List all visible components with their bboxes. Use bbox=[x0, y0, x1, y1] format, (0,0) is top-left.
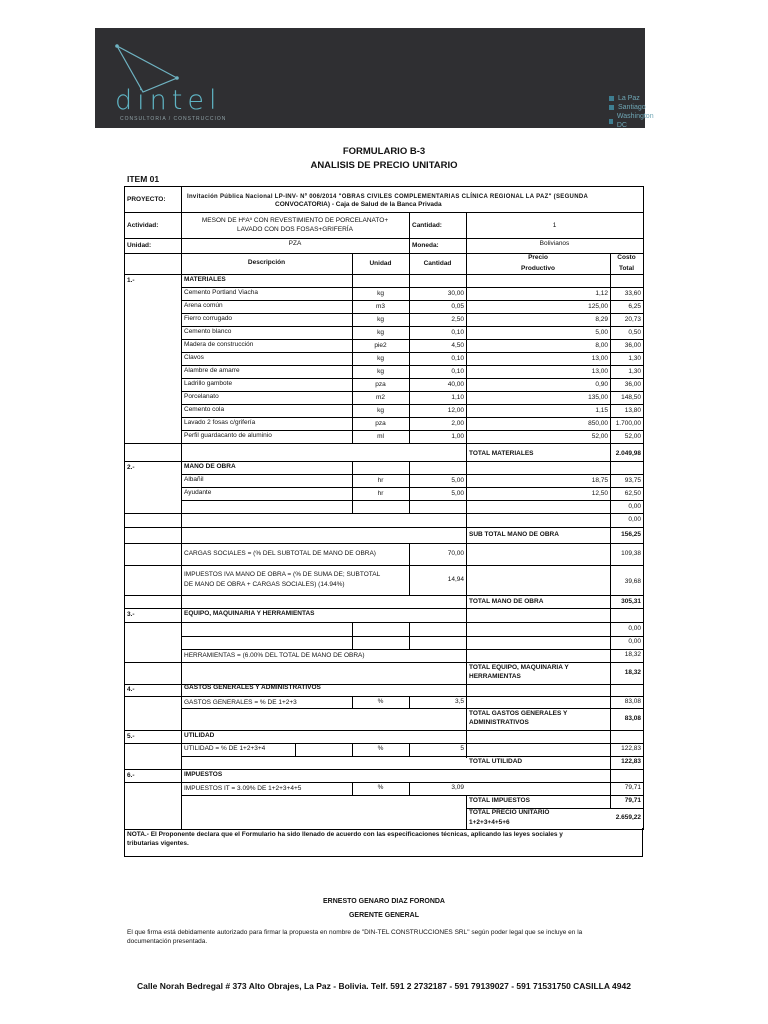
row-cantidad: 2,00 bbox=[451, 420, 464, 427]
equipo-row-2-total: 0,00 bbox=[628, 638, 641, 645]
row-unidad: m2 bbox=[375, 394, 386, 401]
proyecto-value-line1: Invitación Pública Nacional LP-INV- Nº 006/2014 "OBRAS CIVILES COMPLEMENTARIAS CLÍNICA REGIONAL LA PAZ" (SEGUNDA bbox=[187, 194, 589, 200]
herramientas-label: HERRAMIENTAS = (6.00% DEL TOTAL DE MANO DE OBRA) bbox=[184, 652, 365, 659]
row-unidad: hr bbox=[377, 490, 384, 497]
subtotal-mano-obra-value: 156,25 bbox=[621, 531, 641, 538]
row-costo: 148,50 bbox=[621, 394, 641, 401]
row-unidad: kg bbox=[377, 407, 384, 414]
row-precio: 13,00 bbox=[591, 355, 608, 362]
row-cantidad: 40,00 bbox=[447, 381, 464, 388]
row-costo: 52,00 bbox=[624, 433, 641, 440]
office-cities bbox=[609, 94, 655, 130]
equipo-row-1-total: 0,00 bbox=[628, 625, 641, 632]
total-equipo-label-line2: HERRAMIENTAS bbox=[469, 673, 521, 680]
impuestos-iva-pct: 14,94 bbox=[447, 576, 464, 583]
city-item: Santiago bbox=[609, 103, 655, 112]
moneda-value: Bolivianos bbox=[539, 240, 570, 247]
row-costo: 93,75 bbox=[624, 477, 641, 484]
total-equipo-value: 18,32 bbox=[624, 669, 641, 676]
row-costo: 0,00 bbox=[628, 516, 641, 523]
section-title-utilidad: UTILIDAD bbox=[184, 732, 215, 739]
row-precio: 8,29 bbox=[595, 316, 608, 323]
form-title: FORMULARIO B-3 bbox=[342, 146, 426, 157]
section-number: 2.- bbox=[127, 464, 135, 471]
total-gastos-label-line1: TOTAL GASTOS GENERALES Y bbox=[469, 710, 568, 717]
utilidad-pct: 5 bbox=[460, 745, 464, 752]
utilidad-label: UTILIDAD = % DE 1+2+3+4 bbox=[184, 745, 266, 752]
row-cantidad: 1,00 bbox=[451, 433, 464, 440]
square-bullet-icon bbox=[609, 119, 613, 124]
row-costo: 1,30 bbox=[628, 368, 641, 375]
total-gastos-label-line2: ADMINISTRATIVOS bbox=[469, 719, 529, 726]
row-costo: 1,30 bbox=[628, 355, 641, 362]
impuestos-it-pct: 3,09 bbox=[451, 784, 464, 791]
section-title-equipo: EQUIPO, MAQUINARIA Y HERRAMIENTAS bbox=[184, 610, 315, 617]
footer-address: Calle Norah Bedregal # 373 Alto Obrajes, La Paz - Bolivia. Telf. 591 2 2732187 - 591 79139027 - 591 71531750 CASILLA 4942 bbox=[137, 981, 631, 991]
row-costo: 1.700,00 bbox=[615, 420, 641, 427]
row-descripcion: Alambre de amarre bbox=[184, 367, 240, 374]
moneda-label: Moneda: bbox=[412, 242, 439, 249]
row-descripcion: Porcelanato bbox=[184, 393, 219, 400]
total-mano-obra-label: TOTAL MANO DE OBRA bbox=[469, 598, 544, 605]
city-item: Washington DC bbox=[609, 112, 655, 130]
row-unidad: kg bbox=[377, 329, 384, 336]
section-title-mano-obra: MANO DE OBRA bbox=[184, 463, 236, 470]
row-descripcion: Fierro corrugado bbox=[184, 315, 233, 322]
unidad-value: PZA bbox=[288, 240, 302, 247]
row-cantidad: 0,10 bbox=[451, 329, 464, 336]
row-precio: 125,00 bbox=[588, 303, 608, 310]
subtotal-mano-obra-label: SUB TOTAL MANO DE OBRA bbox=[469, 531, 559, 538]
row-unidad: pie2 bbox=[374, 342, 387, 349]
cantidad-value: 1 bbox=[552, 222, 557, 229]
row-unidad: kg bbox=[377, 316, 384, 323]
herramientas-value: 18,32 bbox=[624, 651, 641, 658]
actividad-value-line1: MESON DE HºAº CON REVESTIMIENTO DE PORCELANATO+ bbox=[201, 217, 389, 224]
brand-tagline: CONSULTORIA / CONSTRUCCION bbox=[120, 116, 227, 122]
row-costo: 20,73 bbox=[624, 316, 641, 323]
gastos-generales-pct: 3,5 bbox=[454, 698, 464, 705]
impuestos-it-value: 79,71 bbox=[624, 784, 641, 791]
row-descripcion: Perfil guardacanto de aluminio bbox=[184, 432, 272, 439]
row-descripcion: Cemento Portland Viacha bbox=[184, 289, 258, 296]
row-precio: 8,00 bbox=[595, 342, 608, 349]
proyecto-label: PROYECTO: bbox=[127, 196, 166, 203]
row-costo: 36,00 bbox=[624, 381, 641, 388]
total-impuestos-label: TOTAL IMPUESTOS bbox=[469, 797, 530, 804]
row-costo: 33,60 bbox=[624, 290, 641, 297]
gastos-generales-unit: % bbox=[377, 698, 384, 705]
total-utilidad-value: 122,83 bbox=[621, 758, 641, 765]
row-precio: 5,00 bbox=[595, 329, 608, 336]
row-descripcion: Cemento blanco bbox=[184, 328, 232, 335]
row-cantidad: 4,50 bbox=[451, 342, 464, 349]
unidad-label: Unidad: bbox=[127, 242, 152, 249]
row-unidad: pza bbox=[375, 420, 386, 427]
row-descripcion: Lavado 2 fosas c/grifería bbox=[184, 419, 256, 426]
total-utilidad-label: TOTAL UTILIDAD bbox=[469, 758, 523, 765]
actividad-value-line2: LAVADO CON DOS FOSAS+GRIFERÍA bbox=[237, 226, 353, 233]
grand-total-value: 2.659,22 bbox=[615, 814, 641, 821]
section-number: 5.- bbox=[127, 733, 135, 740]
nota-line1: NOTA.- El Proponente declara que el Formulario ha sido llenado de acuerdo con las especificaciones técnicas, aplicando las leyes sociales y bbox=[127, 831, 563, 838]
row-unidad: kg bbox=[377, 355, 384, 362]
row-descripcion: Ladrillo gambote bbox=[184, 380, 233, 387]
signer-name: ERNESTO GENARO DIAZ FORONDA bbox=[323, 898, 445, 905]
row-descripcion: Ayudante bbox=[184, 489, 212, 496]
nota-line2: tributarias vigentes. bbox=[127, 840, 189, 847]
utilidad-unit: % bbox=[377, 745, 384, 752]
gastos-generales-label: GASTOS GENERALES = % DE 1+2+3 bbox=[184, 699, 297, 706]
section-number: 4.- bbox=[127, 686, 135, 693]
section-title-gastos: GASTOS GENERALES Y ADMINISTRATIVOS bbox=[184, 684, 321, 691]
section-title-materiales: MATERIALES bbox=[184, 276, 226, 283]
row-cantidad: 2,50 bbox=[451, 316, 464, 323]
impuestos-iva-label-line1: IMPUESTOS IVA MANO DE OBRA = (% DE SUMA DE; SUBTOTAL bbox=[184, 571, 381, 578]
utilidad-value: 122,83 bbox=[621, 745, 641, 752]
row-unidad: ml bbox=[377, 433, 384, 440]
impuestos-it-label: IMPUESTOS IT = 3.09% DE 1+2+3+4+5 bbox=[184, 785, 302, 792]
row-costo: 62,50 bbox=[624, 490, 641, 497]
row-unidad: kg bbox=[377, 368, 384, 375]
col-header-precio-2: Productivo bbox=[521, 265, 555, 272]
row-precio: 135,00 bbox=[588, 394, 608, 401]
row-precio: 52,00 bbox=[591, 433, 608, 440]
row-unidad: pza bbox=[375, 381, 386, 388]
row-cantidad: 0,10 bbox=[451, 368, 464, 375]
grand-total-label-line1: TOTAL PRECIO UNITARIO bbox=[469, 809, 550, 816]
price-analysis-table bbox=[124, 186, 644, 830]
total-materiales-value: 2.049,98 bbox=[615, 450, 641, 457]
total-equipo-label-line1: TOTAL EQUIPO, MAQUINARIA Y bbox=[469, 664, 569, 671]
total-materiales-label: TOTAL MATERIALES bbox=[469, 450, 534, 457]
row-descripcion: Cemento cola bbox=[184, 406, 225, 413]
col-header-costo-2: Total bbox=[618, 265, 635, 272]
letterhead-banner bbox=[95, 28, 654, 129]
row-precio: 12,50 bbox=[591, 490, 608, 497]
row-costo: 6,25 bbox=[628, 303, 641, 310]
cargas-sociales-value: 109,38 bbox=[621, 550, 641, 557]
gastos-generales-value: 83,08 bbox=[624, 698, 641, 705]
col-header-precio-1: Precio bbox=[528, 254, 548, 261]
form-subtitle: ANALISIS DE PRECIO UNITARIO bbox=[310, 160, 458, 171]
row-unidad: m3 bbox=[375, 303, 386, 310]
row-descripcion: Arena común bbox=[184, 302, 223, 309]
row-descripcion: Clavos bbox=[184, 354, 204, 361]
item-number: ITEM 01 bbox=[127, 174, 160, 184]
row-precio: 0,90 bbox=[595, 381, 608, 388]
city-item: La Paz bbox=[609, 94, 655, 103]
row-costo: 0,50 bbox=[628, 329, 641, 336]
row-descripcion: Madera de construcción bbox=[184, 341, 254, 348]
row-precio: 13,00 bbox=[591, 368, 608, 375]
cargas-sociales-label: CARGAS SOCIALES = (% DEL SUBTOTAL DE MANO DE OBRA) bbox=[184, 550, 376, 557]
row-precio: 1,15 bbox=[595, 407, 608, 414]
row-cantidad: 0,10 bbox=[451, 355, 464, 362]
row-precio: 1,12 bbox=[595, 290, 608, 297]
col-header-descripcion: Descripción bbox=[247, 259, 286, 266]
row-precio: 850,00 bbox=[588, 420, 608, 427]
section-number: 1.- bbox=[127, 277, 135, 284]
row-costo: 13,80 bbox=[624, 407, 641, 414]
col-header-unidad: Unidad bbox=[369, 260, 392, 267]
section-number: 3.- bbox=[127, 611, 135, 618]
total-gastos-value: 83,08 bbox=[624, 715, 641, 722]
row-costo: 36,00 bbox=[624, 342, 641, 349]
section-number: 6.- bbox=[127, 772, 135, 779]
grand-total-label-line2: 1+2+3+4+5+6 bbox=[469, 819, 510, 826]
row-descripcion: Albañil bbox=[184, 476, 204, 483]
authorization-text: El que firma está debidamente autorizado para firmar la propuesta en nombre de "DIN-TEL CONSTRUCCIONES SRL" según poder legal que se incluye en la documentación presentada. bbox=[127, 929, 583, 945]
row-cantidad: 0,05 bbox=[451, 303, 464, 310]
col-header-cantidad: Cantidad bbox=[423, 260, 452, 267]
row-unidad: kg bbox=[377, 290, 384, 297]
brand-name: dintel bbox=[115, 85, 222, 116]
square-bullet-icon bbox=[609, 105, 614, 110]
row-cantidad: 5,00 bbox=[451, 490, 464, 497]
total-impuestos-value: 79,71 bbox=[624, 797, 641, 804]
signer-role: GERENTE GENERAL bbox=[348, 912, 419, 919]
proyecto-value-line2: CONVOCATORIA) - Caja de Salud de la Banca Privada bbox=[275, 201, 442, 208]
cargas-sociales-pct: 70,00 bbox=[447, 550, 464, 557]
row-costo: 0,00 bbox=[628, 503, 641, 510]
impuestos-iva-label-line2: DE MANO DE OBRA + CARGAS SOCIALES) (14.94%) bbox=[184, 581, 345, 588]
cantidad-label: Cantidad: bbox=[412, 222, 442, 229]
row-precio: 18,75 bbox=[591, 477, 608, 484]
col-header-costo-1: Costo bbox=[617, 254, 636, 261]
total-mano-obra-value: 305,31 bbox=[621, 598, 641, 605]
row-cantidad: 30,00 bbox=[447, 290, 464, 297]
row-cantidad: 1,10 bbox=[451, 394, 464, 401]
section-title-impuestos: IMPUESTOS bbox=[184, 771, 223, 778]
impuestos-it-unit: % bbox=[377, 784, 384, 791]
row-cantidad: 5,00 bbox=[451, 477, 464, 484]
actividad-label: Actividad: bbox=[127, 222, 159, 229]
row-cantidad: 12,00 bbox=[447, 407, 464, 414]
impuestos-iva-value: 39,68 bbox=[624, 578, 641, 585]
row-unidad: hr bbox=[377, 477, 384, 484]
square-bullet-icon bbox=[609, 96, 614, 101]
